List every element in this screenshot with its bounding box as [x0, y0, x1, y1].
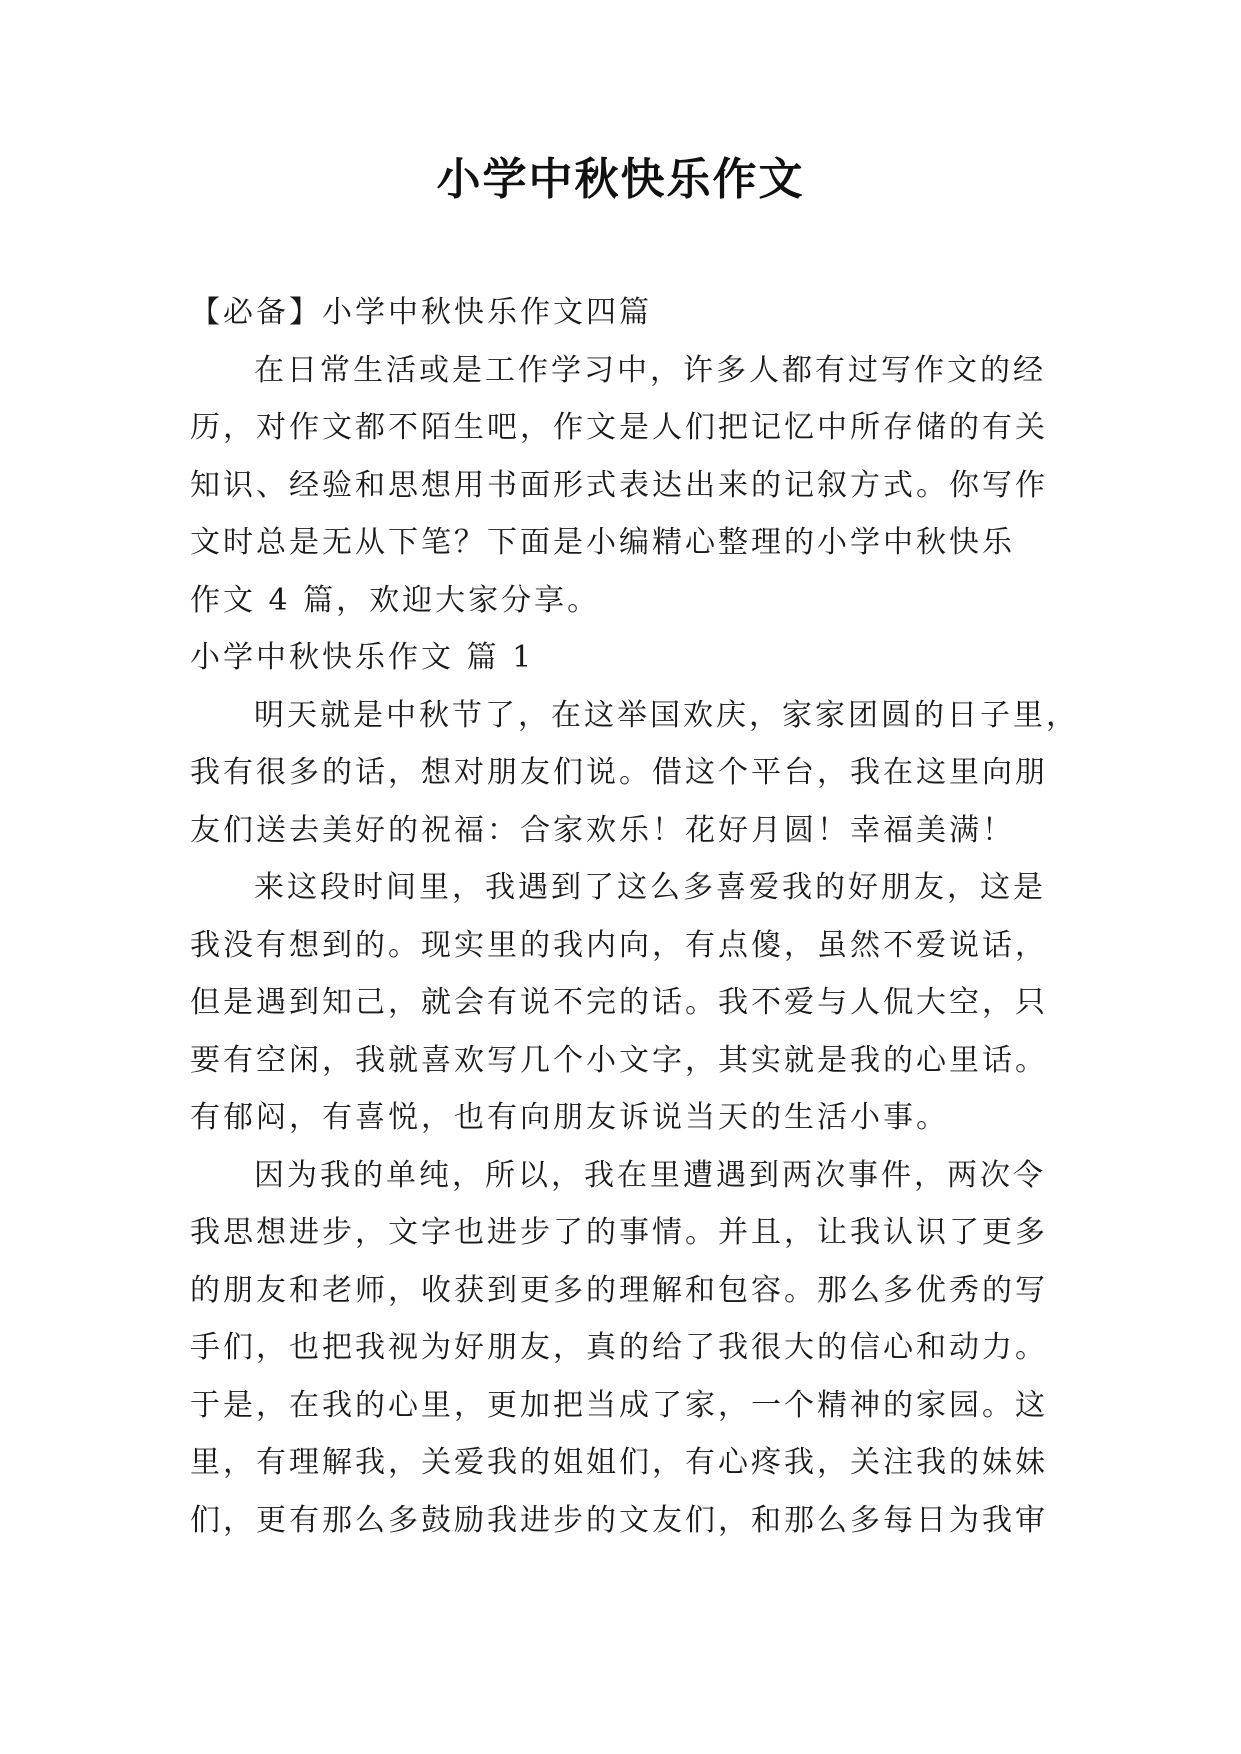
body-text-line: 知识、经验和思想用书面形式表达出来的记叙方式。你写作	[190, 467, 1048, 503]
body-text-line: 文时总是无从下笔？下面是小编精心整理的小学中秋快乐	[190, 525, 1015, 560]
body-text-line: 在日常生活或是工作学习中，许多人都有过写作文的经	[254, 352, 1046, 388]
body-text-line: 们，更有那么多鼓励我进步的文友们，和那么多每日为我审	[190, 1502, 1048, 1538]
body-text-line: 我没有想到的。现实里的我内向，有点傻，虽然不爱说话，	[190, 927, 1048, 963]
body-text-line: 的朋友和老师，收获到更多的理解和包容。那么多优秀的写	[190, 1272, 1048, 1308]
body-text-line: 友们送去美好的祝福：合家欢乐！花好月圆！幸福美满！	[190, 812, 1015, 848]
body-text-line: 我思想进步，文字也进步了的事情。并且，让我认识了更多	[190, 1215, 1048, 1250]
body-text-line: 我有很多的话，想对朋友们说。借这个平台，我在这里向朋	[190, 755, 1048, 790]
body-text-line: 历，对作文都不陌生吧，作文是人们把记忆中所存储的有关	[190, 410, 1048, 445]
body-text-line: 作文 4 篇，欢迎大家分享。	[190, 582, 601, 618]
document-body	[190, 284, 1079, 1549]
body-text-line: 于是，在我的心里，更加把当成了家，一个精神的家园。这	[190, 1387, 1048, 1423]
document-title: 小学中秋快乐作文	[436, 154, 805, 205]
body-text-line: 小学中秋快乐作文 篇 1	[190, 640, 535, 675]
body-text-line: 但是遇到知己，就会有说不完的话。我不爱与人侃大空，只	[190, 985, 1048, 1020]
body-text-line: 来这段时间里，我遇到了这么多喜爱我的好朋友，这是	[254, 870, 1046, 905]
body-text-line: 手们，也把我视为好朋友，真的给了我很大的信心和动力。	[190, 1330, 1048, 1365]
body-text-line: 明天就是中秋节了，在这举国欢庆，家家团圆的日子里，	[254, 697, 1079, 733]
body-text-line: 要有空闲，我就喜欢写几个小文字，其实就是我的心里话。	[190, 1042, 1048, 1078]
body-text-line: 因为我的单纯，所以，我在里遭遇到两次事件，两次令	[254, 1157, 1046, 1193]
body-text-line: 【必备】小学中秋快乐作文四篇	[190, 295, 652, 330]
body-text-line: 有郁闷，有喜悦，也有向朋友诉说当天的生活小事。	[190, 1100, 949, 1135]
body-text-line: 里，有理解我，关爱我的姐姐们，有心疼我，关注我的妹妹	[190, 1445, 1048, 1480]
